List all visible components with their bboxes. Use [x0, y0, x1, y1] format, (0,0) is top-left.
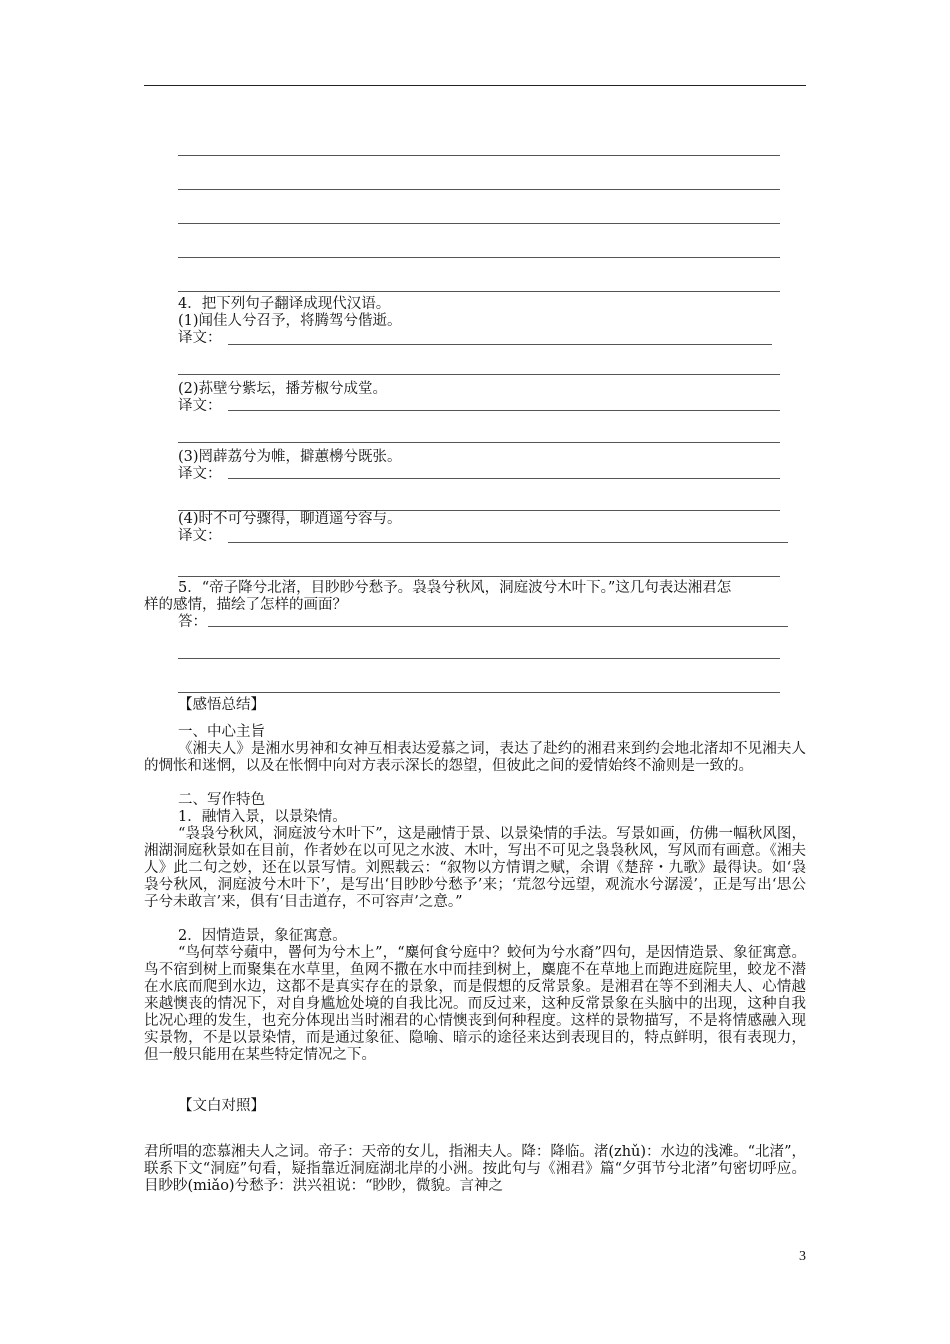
feature-1-title: 1．融情入景，以景染情。 — [178, 809, 347, 825]
answer-blank-line — [178, 576, 780, 577]
answer-blank-line — [178, 658, 780, 659]
feature-1-paragraph: “袅袅兮秋风，洞庭波兮木叶下”，这是融情于景、以景染情的手法。写景如画，仿佛一幅秋风图，湘湖洞庭秋景如在目前，作者妙在以可见之水波、木叶，写出不可见之袅袅秋风，写风而有画意。《湘夫人》此二句之妙，还在以景写情。刘熙载云：“叙物以方情谓之赋，余谓《楚辞・九歌》最得诀。如‘袅袅兮秋风，洞庭波兮木叶下’，是写出‘目眇眇兮愁予’来；‘荒忽兮远望，观流水兮潺湲’，正是写出‘思公子兮未敢言’来，俱有‘目击道存，不可容声’之意。” — [144, 826, 806, 910]
question-4-item-3: (3)罔薜荔兮为帷，擗蕙櫋兮既张。 — [178, 449, 402, 465]
question-5-line-1: 5．“帝子降兮北渚，目眇眇兮愁予。袅袅兮秋风，洞庭波兮木叶下。”这几句表达湘君怎 — [178, 580, 732, 596]
answer-blank-line — [178, 189, 780, 190]
question-5-line-2: 样的感情，描绘了怎样的画面？ — [144, 597, 347, 613]
answer-label: 译文： — [178, 398, 222, 414]
answer-label: 译文： — [178, 528, 222, 544]
answer-blank-line — [178, 442, 780, 443]
answer-blank-line — [178, 374, 780, 375]
summary-subheading-features: 二、写作特色 — [178, 792, 265, 808]
question-4-prompt: 4．把下列句子翻译成现代汉语。 — [178, 296, 391, 312]
answer-blank-line — [178, 291, 780, 292]
feature-2-paragraph: “鸟何萃兮蘋中，罾何为兮木上”，“麋何食兮庭中？蛟何为兮水裔”四句，是因情造景、象征寓意。鸟不宿到树上而聚集在水草里，鱼网不撒在水中而挂到树上，麋鹿不在草地上而跑进庭院里，蛟龙不潜在水底而爬到水边，这都不是真实存在的景象，而是假想的反常景象。是湘君在等不到湘夫人、心情越来越懊丧的情况下，对自身尴尬处境的自我比况。而反过来，这种反常景象在头脑中的出现，这种自我比况心理的发生，也充分体现出当时湘君的心情懊丧到何种程度。这样的景物描写，不是将情感融入现实景物，不是以景染情，而是通过象征、隐喻、暗示的途径来达到表现目的，特点鲜明，很有表现力，但一般只能用在某些特定情况之下。 — [144, 945, 806, 1063]
answer-blank-line — [228, 478, 780, 479]
answer-blank-line — [178, 155, 780, 156]
translation-paragraph: 君所唱的恋慕湘夫人之词。帝子：天帝的女儿，指湘夫人。降：降临。渚(zhǔ)：水边的浅滩。“北渚”，联系下文“洞庭”句看，疑指靠近洞庭湖北岸的小洲。按此句与《湘君》篇“夕弭节兮北渚”句密切呼应。目眇眇(miǎo)兮愁予：洪兴祖说：“眇眇，微貌。言神之 — [144, 1144, 806, 1194]
answer-label: 答： — [178, 614, 207, 630]
answer-blank-line — [178, 223, 780, 224]
summary-subheading-theme: 一、中心主旨 — [178, 724, 265, 740]
page-number: 3 — [799, 1249, 806, 1264]
answer-label: 译文： — [178, 466, 222, 482]
summary-heading: 【感悟总结】 — [178, 697, 265, 713]
feature-2-title: 2．因情造景，象征寓意。 — [178, 928, 347, 944]
summary-paragraph-theme: 《湘夫人》是湘水男神和女神互相表达爱慕之词，表达了赴约的湘君来到约会地北渚却不见湘夫人的惆怅和迷惘，以及在怅惘中向对方表示深长的怨望，但彼此之间的爱情始终不渝则是一致的。 — [144, 741, 806, 774]
header-rule — [144, 85, 806, 86]
answer-blank-line — [228, 344, 772, 345]
answer-blank-line — [178, 257, 780, 258]
question-4-item-2: (2)荪壁兮紫坛，播芳椒兮成堂。 — [178, 381, 388, 397]
question-4-item-1: (1)闻佳人兮召予，将腾驾兮偕逝。 — [178, 313, 402, 329]
translation-heading: 【文白对照】 — [178, 1098, 265, 1114]
answer-blank-line — [208, 626, 788, 627]
answer-blank-line — [178, 692, 780, 693]
answer-blank-line — [228, 410, 780, 411]
answer-label: 译文： — [178, 330, 222, 346]
answer-blank-line — [228, 542, 788, 543]
question-4-item-4: (4)时不可兮骤得，聊逍遥兮容与。 — [178, 511, 402, 527]
